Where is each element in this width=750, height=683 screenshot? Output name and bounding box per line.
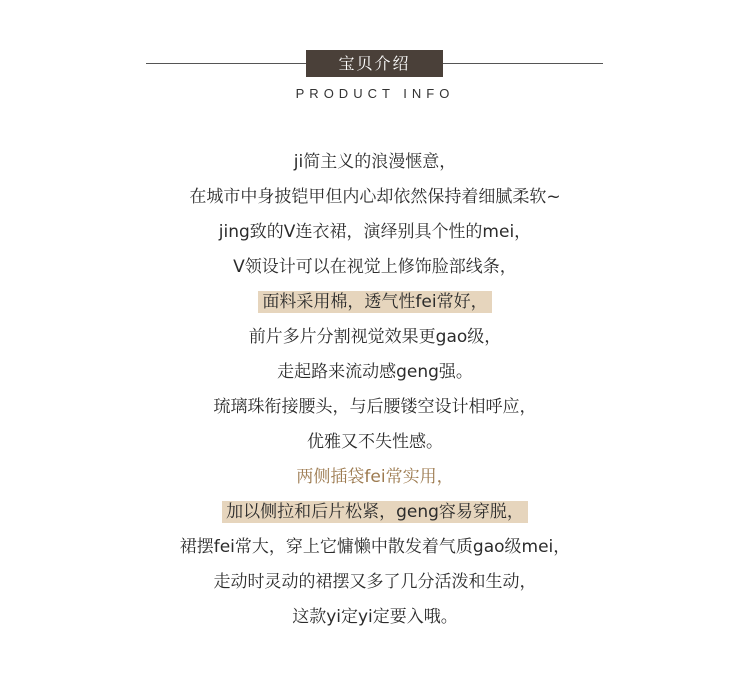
description-text: 优雅又不失性感。: [307, 432, 443, 452]
description-line: [0, 390, 750, 425]
description-line: [0, 250, 750, 285]
divider-left: [146, 63, 306, 64]
description-line: [0, 180, 750, 215]
description-line: [0, 320, 750, 355]
description-line-accent: [0, 460, 750, 495]
description-text: 这款yi定yi定要入哦。: [292, 607, 458, 627]
description-text: 走起路来流动感geng强。: [277, 362, 473, 382]
description-text: 前片多片分割视觉效果更gao级，: [248, 327, 502, 347]
description-line: [0, 600, 750, 635]
section-title: 宝贝介绍: [306, 50, 443, 77]
section-subtitle: PRODUCT INFO: [295, 86, 455, 101]
description-line: [0, 355, 750, 390]
description-text: 琉璃珠衔接腰头，与后腰镂空设计相呼应，: [213, 397, 537, 417]
description-line: [0, 565, 750, 600]
product-description: [0, 145, 750, 635]
description-line: [0, 215, 750, 250]
accent-text: 两侧插袋fei常实用，: [296, 467, 454, 487]
description-line: [0, 425, 750, 460]
description-text: V领设计可以在视觉上修饰脸部线条，: [233, 257, 517, 277]
description-text: 走动时灵动的裙摆又多了几分活泼和生动，: [213, 572, 537, 592]
highlighted-text: 面料采用棉，透气性fei常好，: [258, 291, 491, 313]
divider-right: [443, 63, 603, 64]
description-line-highlighted: [0, 285, 750, 320]
description-line: [0, 530, 750, 565]
section-header: [0, 0, 750, 110]
description-text: jing致的V连衣裙，演绎别具个性的mei，: [218, 222, 532, 242]
highlighted-text: 加以侧拉和后片松紧，geng容易穿脱，: [222, 501, 528, 523]
description-text: 在城市中身披铠甲但内心却依然保持着细腻柔软~: [189, 187, 561, 207]
description-line-highlighted: [0, 495, 750, 530]
description-text: 裙摆fei常大，穿上它慵懒中散发着气质gao级mei，: [179, 537, 571, 557]
description-text: ji简主义的浪漫惬意，: [293, 152, 457, 172]
description-line: [0, 145, 750, 180]
